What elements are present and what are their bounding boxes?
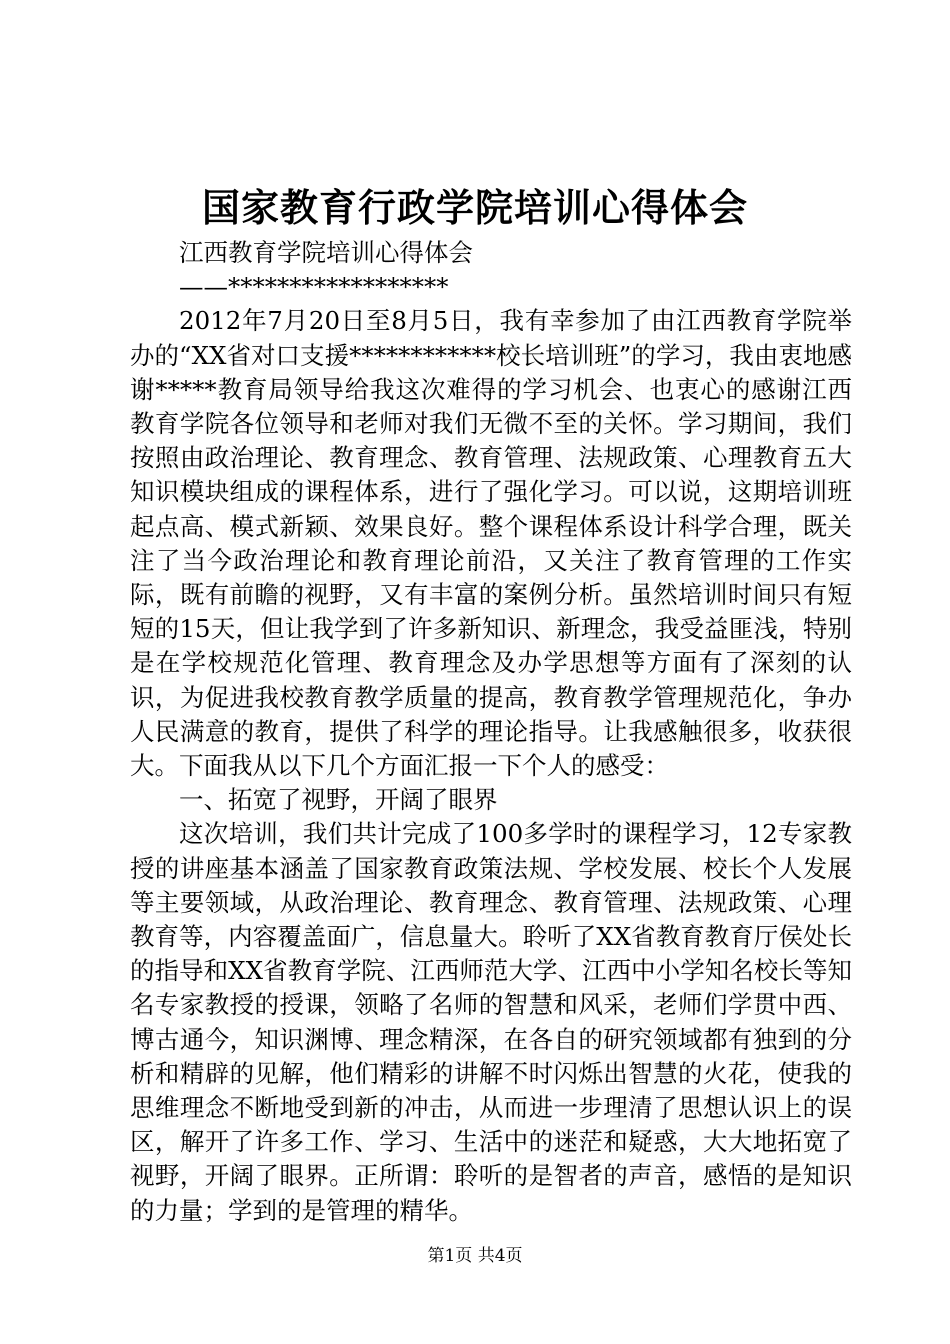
intro-paragraph: 2012年7月20日至8月5日，我有幸参加了由江西教育学院举办的“XX省对口支援************校长培训班”的学习，我由衷地感谢*****教育局领导给我这次难得的学习机会、也衷心的感谢江西教育学院各位领导和老师对我们无微不至的关怀。学习期间，我们按照由政治理论、教育理念、教育管理、法规政策、心理教育五大知识模块组成的课程体系，进行了强化学习。可以说，这期培训班起点高、模式新颖、效果良好。整个课程体系设计科学合理，既关注了当今政治理论和教育理论前沿，又关注了教育管理的工作实际，既有前瞻的视野，又有丰富的案例分析。虽然培训时间只有短短的15天，但让我学到了许多新知识、新理念，我受益匪浅，特别是在学校规范化管理、教育理念及办学思想等方面有了深刻的认识，为促进我校教育教学质量的提高，教育教学管理规范化，争办人民满意的教育，提供了科学的理论指导。让我感触很多，收获很大。下面我从以下几个方面汇报一下个人的感受： — [130, 306, 852, 781]
document-body — [130, 236, 852, 1228]
document-title: 国家教育行政学院培训心得体会 — [201, 185, 748, 230]
page-footer: 第1页 共4页 — [427, 1246, 523, 1266]
section-paragraph: 这次培训，我们共计完成了100多学时的课程学习，12专家教授的讲座基本涵盖了国家教育政策法规、学校发展、校长个人发展等主要领域，从政治理论、教育理念、教育管理、法规政策、心理教育等，内容覆盖面广，信息量大。聆听了XX省教育教育厅侯处长的指导和XX省教育学院、江西师范大学、江西中小学知名校长等知名专家教授的授课，领略了名师的智慧和风采，老师们学贯中西、博古通今，知识渊博、理念精深，在各自的研究领域都有独到的分析和精辟的见解，他们精彩的讲解不时闪烁出智慧的火花，使我的思维理念不断地受到新的冲击，从而进一步理清了思想认识上的误区，解开了许多工作、学习、生活中的迷茫和疑惑，大大地拓宽了视野，开阔了眼界。正所谓：聆听的是智者的声音，感悟的是知识的力量；学到的是管理的精华。 — [130, 819, 852, 1225]
author-line: ——****************** — [179, 272, 449, 302]
subtitle-paragraph: 江西教育学院培训心得体会 — [179, 238, 473, 267]
section-heading: 一、拓宽了视野，开阔了眼界 — [179, 785, 498, 815]
